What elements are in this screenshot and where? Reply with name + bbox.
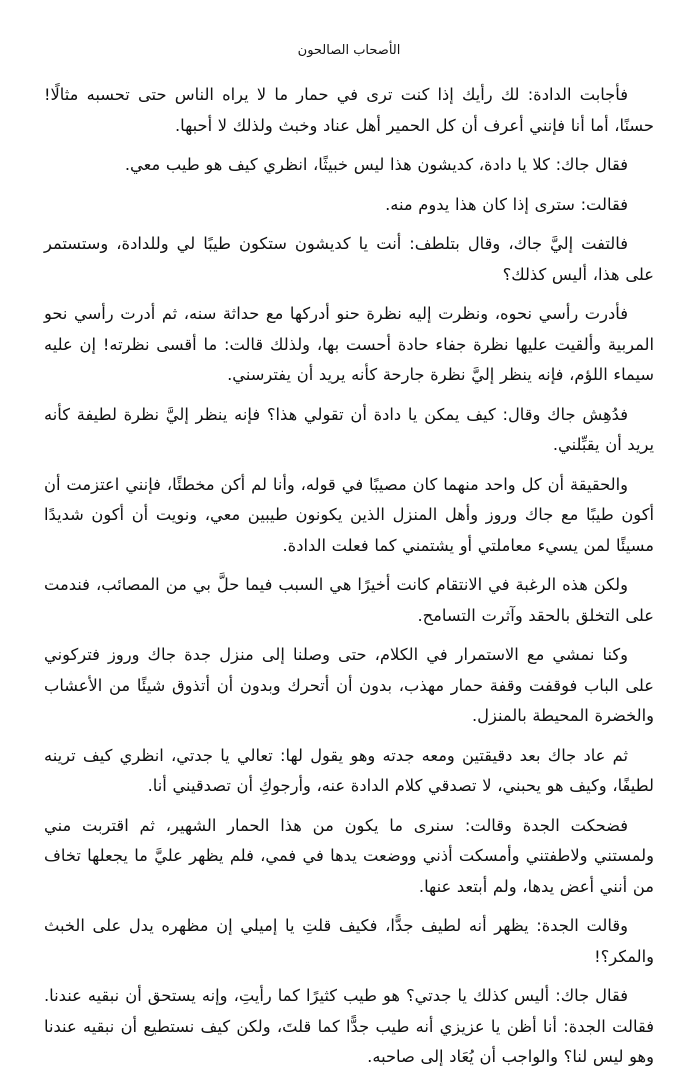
paragraph: والحقيقة أن كل واحد منهما كان مصيبًا في قوله، وأنا لم أكن مخطئًا، فإنني اعتزمت أن أكون طيبًا مع جاك وروز وأهل المنزل الذين يكونون طيبين معي، ونويت أن أكون شديدًا مسيئًا لمن يسيء معاملتي أو يشتمني كما فعلت الدادة. [44, 474, 654, 555]
paragraph: وقالت الجدة: يظهر أنه لطيف جدًّا، فكيف قلتِ يا إميلي إن مظهره يدل على الخبث والمكر؟! [44, 916, 654, 966]
paragraph: فالتفت إليَّ جاك، وقال بتلطف: أنت يا كديشون ستكون طيبًا لي وللدادة، وستستمر على هذا، أليس كذلك؟ [44, 234, 654, 284]
paragraph: ولكن هذه الرغبة في الانتقام كانت أخيرًا هي السبب فيما حلَّ بي من المصائب، فندمت على التخلق بالحقد وآثرت التسامح. [44, 575, 654, 625]
paragraph: فأدرت رأسي نحوه، ونظرت إليه نظرة حنو أدركها مع حداثة سنه، ثم أدرت رأسي نحو المربية وألقيت عليها نظرة جفاء حادة أحست بها، ولذلك قالت: ما أقسى نظرته! إن عليه سيماء اللؤم، فإنه ينظر إليَّ نظرة جارحة كأنه يريد أن يفترسني. [44, 304, 654, 384]
paragraph: ثم عاد جاك بعد دقيقتين ومعه جدته وهو يقول لها: تعالي يا جدتي، انظري كيف ترينه لطيفًا، وكيف هو يحبني، لا تصدقي كلام الدادة عنه، وأرجوكِ أن تصدقيني أنا. [44, 745, 654, 795]
paragraph: فأجابت الدادة: لك رأيك إذا كنت ترى في حمار ما لا يراه الناس حتى تحسبه مثالًا! حسنًا، أما أنا فإنني أعرف أن كل الحمير أهل عناد وخبث ولذلك لا أحبها. [44, 85, 654, 135]
paragraph: فقال جاك: كلا يا دادة، كديشون هذا ليس خبيثًا، انظري كيف هو طيب معي. [124, 155, 628, 174]
paragraph: فقالت: سترى إذا كان هذا يدوم منه. [385, 194, 628, 214]
paragraph: وكنا نمشي مع الاستمرار في الكلام، حتى وصلنا إلى منزل جدة جاك وروز فتركوني على الباب فوقفت وقفة حمار مهذب، بدون أن أتحرك وبدون أن أتذوق شيئًا من الأعشاب والخضرة المحيطة بالمنزل. [44, 645, 654, 725]
body-text [44, 80, 654, 1073]
paragraph: فضحكت الجدة وقالت: سنرى ما يكون من هذا الحمار الشهير، ثم اقتربت مني ولمستني ولاطفتني وأمسكت أذني ووضعت يدها في فمي، فلم يظهر عليَّ ما يجعلها تخاف من أنني أعض يدها، ولم أبتعد عنها. [44, 815, 654, 896]
paragraph: فدُهِش جاك وقال: كيف يمكن يا دادة أن تقولي هذا؟ فإنه ينظر إليَّ نظرة لطيفة كأنه يريد أن يقبِّلني. [44, 404, 654, 454]
running-title: الأصحاب الصالحون [297, 43, 401, 58]
paragraph: فقال جاك: أليس كذلك يا جدتي؟ هو طيب كثيرًا كما رأيتِ، وإنه يستحق أن نبقيه عندنا. فقالت الجدة: أنا أظن يا عزيزي أنه طيب جدًّا كما قلتَ، ولكن كيف نستطيع أن نبقيه عندنا وهو ليس لنا؟ والواجب أن يُعَاد إلى صاحبه. [44, 986, 654, 1066]
